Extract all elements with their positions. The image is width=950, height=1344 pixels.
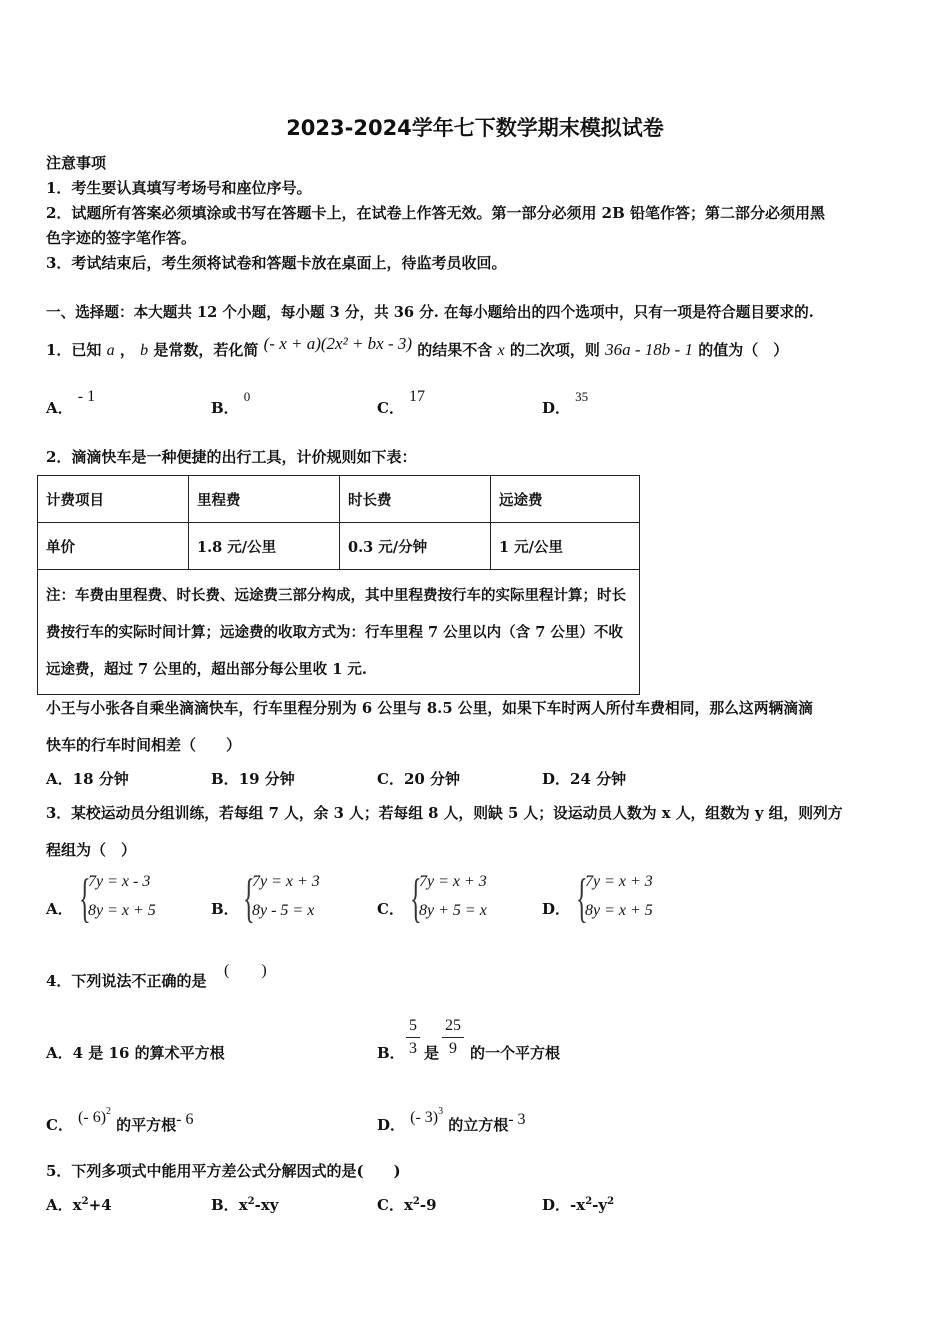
q2-text: 小王与小张各自乘坐滴滴快车，行车里程分别为 6 公里与 8.5 公里，如果下车时两人所付车费相同，那么这两辆滴滴 — [46, 700, 813, 717]
notice-item: 色字迹的签字笔作答。 — [46, 229, 197, 247]
superscript: 2 — [412, 1196, 420, 1207]
q5-option-c[interactable] — [377, 1194, 437, 1215]
table-cell: 1 元/公里 — [491, 523, 640, 570]
q1-expression: (- x + a)(2x² + bx - 3) — [263, 334, 413, 353]
superscript: 2 — [81, 1196, 89, 1207]
option-label: D． — [542, 1196, 571, 1214]
option-label: D． — [377, 1116, 406, 1134]
page-title: 2023-2024学年七下数学期末模拟试卷 — [286, 116, 664, 140]
option-text: -xy — [254, 1196, 279, 1214]
table-row — [38, 570, 640, 695]
q3-equation: 8y - 5 = x — [252, 902, 315, 919]
fraction — [442, 1017, 464, 1058]
q1-expression-2: 36a - 18b - 1 — [605, 340, 693, 359]
q1-option-a[interactable] — [46, 388, 96, 418]
superscript: 2 — [247, 1196, 255, 1207]
notice-item: 3．考试结束后，考生须将试卷和答题卡放在桌面上，待监考员收回。 — [46, 254, 507, 272]
q1-var-x: x — [497, 342, 505, 359]
q2-option-b[interactable] — [211, 768, 295, 789]
option-label: C． — [377, 399, 404, 417]
math-exponent: 3 — [438, 1105, 444, 1117]
option-label: B． — [211, 1196, 239, 1214]
option-value: 24 分钟 — [570, 770, 627, 788]
brace-icon: { — [410, 868, 422, 928]
notice-item: 2．试题所有答案必须填涂或书写在答题卡上，在试卷上作答无效。第一部分必须用 2B 铅笔作答；第二部分必须用黑 — [46, 204, 826, 222]
q3-equation: 8y = x + 5 — [585, 902, 653, 919]
option-label: A． — [46, 770, 73, 788]
q4-option-b[interactable]: B． — [377, 1044, 405, 1062]
table-header-cell: 里程费 — [189, 476, 340, 523]
q3-option-b[interactable]: B． — [211, 900, 239, 918]
q1-option-b[interactable] — [211, 389, 251, 418]
q5-option-b[interactable] — [211, 1194, 279, 1215]
fraction — [406, 1017, 420, 1058]
q4-text: 的一个平方根 — [470, 1044, 561, 1062]
question-1 — [46, 334, 789, 360]
option-value: 19 分钟 — [238, 770, 295, 788]
fraction-bar — [406, 1037, 420, 1038]
option-text: x — [72, 1196, 82, 1214]
q2-option-a[interactable] — [46, 768, 129, 789]
numerator: 25 — [445, 1017, 461, 1034]
option-label: B． — [211, 770, 239, 788]
q3-option-a[interactable]: A． — [46, 900, 73, 918]
option-value: 18 分钟 — [72, 770, 129, 788]
table-row — [38, 523, 640, 570]
option-text: 的立方根 — [448, 1116, 509, 1134]
numerator: 5 — [409, 1017, 417, 1034]
question-3: 3．某校运动员分组训练，若每组 7 人，余 3 人；若每组 8 人，则缺 5 人；设运动员人数为 x 人，组数为 y 组，则列方 — [46, 805, 843, 822]
q3-equation: 8y + 5 = x — [419, 902, 487, 919]
table-header-cell: 时长费 — [340, 476, 491, 523]
q3-equation: 7y = x + 3 — [419, 873, 487, 890]
q2-text: 快车的行车时间相差（ ） — [46, 736, 242, 754]
table-row — [38, 476, 640, 523]
option-text: -x — [570, 1196, 586, 1214]
table-header-cell: 远途费 — [491, 476, 640, 523]
table-note: 注：车费由里程费、时长费、远途费三部分构成，其中里程费按行车的实际里程计算；时长费按行车的实际时间计算；远途费的收取方式为：行车里程 7 公里以内（含 7 公里）不收远途费，超过 7 公里的，超出部分每公里收 1 元. — [38, 570, 640, 695]
q4-option-d[interactable] — [377, 1105, 526, 1135]
q3-equation: 7y = x + 3 — [252, 873, 320, 890]
q3-equation: 7y = x - 3 — [88, 873, 151, 890]
q1-text: 是常数，若化简 — [153, 341, 259, 359]
option-label: D． — [542, 770, 571, 788]
q3-text: 程组为（ ） — [46, 841, 137, 859]
q1-text: 的值为（ ） — [698, 341, 789, 359]
table-cell: 0.3 元/分钟 — [340, 523, 491, 570]
table-cell: 单价 — [38, 523, 189, 570]
q3-option-d[interactable]: D． — [542, 900, 571, 918]
q3-equation: 7y = x + 3 — [585, 873, 653, 890]
option-value: 17 — [409, 388, 426, 405]
option-text: x — [403, 1196, 413, 1214]
denominator: 3 — [409, 1040, 417, 1057]
math-base: (- 6) — [78, 1109, 107, 1126]
q3-equation: 8y = x + 5 — [88, 902, 156, 919]
section-heading: 一、选择题：本大题共 12 个小题，每小题 3 分，共 36 分. 在每小题给出的四个选项中，只有一项是符合题目要求的. — [46, 304, 814, 321]
question-2: 2．滴滴快车是一种便捷的出行工具，计价规则如下表： — [46, 448, 417, 466]
option-label: C． — [377, 770, 404, 788]
brace-icon: { — [576, 868, 588, 928]
superscript: 2 — [585, 1196, 593, 1207]
q4-paren: ( ) — [224, 962, 267, 979]
q5-option-d[interactable] — [542, 1194, 614, 1215]
fraction-bar — [442, 1037, 464, 1038]
option-label: C． — [46, 1116, 73, 1134]
math-value: - 6 — [176, 1111, 194, 1128]
q4-option-a[interactable] — [46, 1042, 225, 1063]
notice-heading: 注意事项 — [46, 154, 107, 172]
q4-text: 是 — [424, 1044, 440, 1062]
option-label: A． — [46, 399, 73, 417]
q1-comma: ， — [119, 341, 135, 359]
q1-option-c[interactable] — [377, 388, 426, 418]
option-text: 4 是 16 的算术平方根 — [72, 1044, 225, 1062]
option-text: +4 — [88, 1196, 112, 1214]
q1-option-d[interactable] — [542, 389, 589, 418]
q3-option-c[interactable]: C． — [377, 900, 404, 918]
option-value: 20 分钟 — [403, 770, 461, 788]
notice-item: 1．考生要认真填写考场号和座位序号。 — [46, 179, 312, 197]
denominator: 9 — [449, 1040, 457, 1057]
brace-icon: { — [243, 868, 255, 928]
math-exponent: 2 — [106, 1105, 112, 1117]
question-5: 5．下列多项式中能用平方差公式分解因式的是( ) — [46, 1162, 401, 1180]
math-base: (- 3) — [410, 1109, 439, 1126]
brace-icon: { — [79, 868, 91, 928]
superscript: 2 — [607, 1196, 615, 1207]
table-cell: 1.8 元/公里 — [189, 523, 340, 570]
q1-var-a: a — [106, 342, 115, 359]
q4-option-c[interactable] — [46, 1105, 194, 1135]
question-4: 4．下列说法不正确的是 — [46, 972, 207, 990]
option-value: - 1 — [77, 388, 96, 405]
option-value: 35 — [575, 389, 589, 404]
option-value: 0 — [243, 389, 251, 404]
q1-text: 1．已知 — [46, 341, 102, 359]
table-header-cell: 计费项目 — [38, 476, 189, 523]
q1-text: 的结果不含 — [417, 341, 493, 359]
q5-option-a[interactable] — [46, 1194, 112, 1215]
math-value: - 3 — [508, 1111, 526, 1128]
option-label: B． — [211, 399, 239, 417]
option-label: A． — [46, 1196, 73, 1214]
option-label: C． — [377, 1196, 404, 1214]
option-label: D． — [542, 399, 571, 417]
q1-var-b: b — [140, 342, 149, 359]
option-text: -y — [592, 1196, 608, 1214]
option-text: 的平方根 — [116, 1116, 177, 1134]
option-text: x — [238, 1196, 248, 1214]
option-text: -9 — [419, 1196, 437, 1214]
fare-table — [37, 475, 640, 695]
option-label: A． — [46, 1044, 73, 1062]
q1-text: 的二次项，则 — [509, 341, 600, 359]
q2-option-c[interactable] — [377, 768, 460, 789]
q2-option-d[interactable] — [542, 768, 626, 789]
